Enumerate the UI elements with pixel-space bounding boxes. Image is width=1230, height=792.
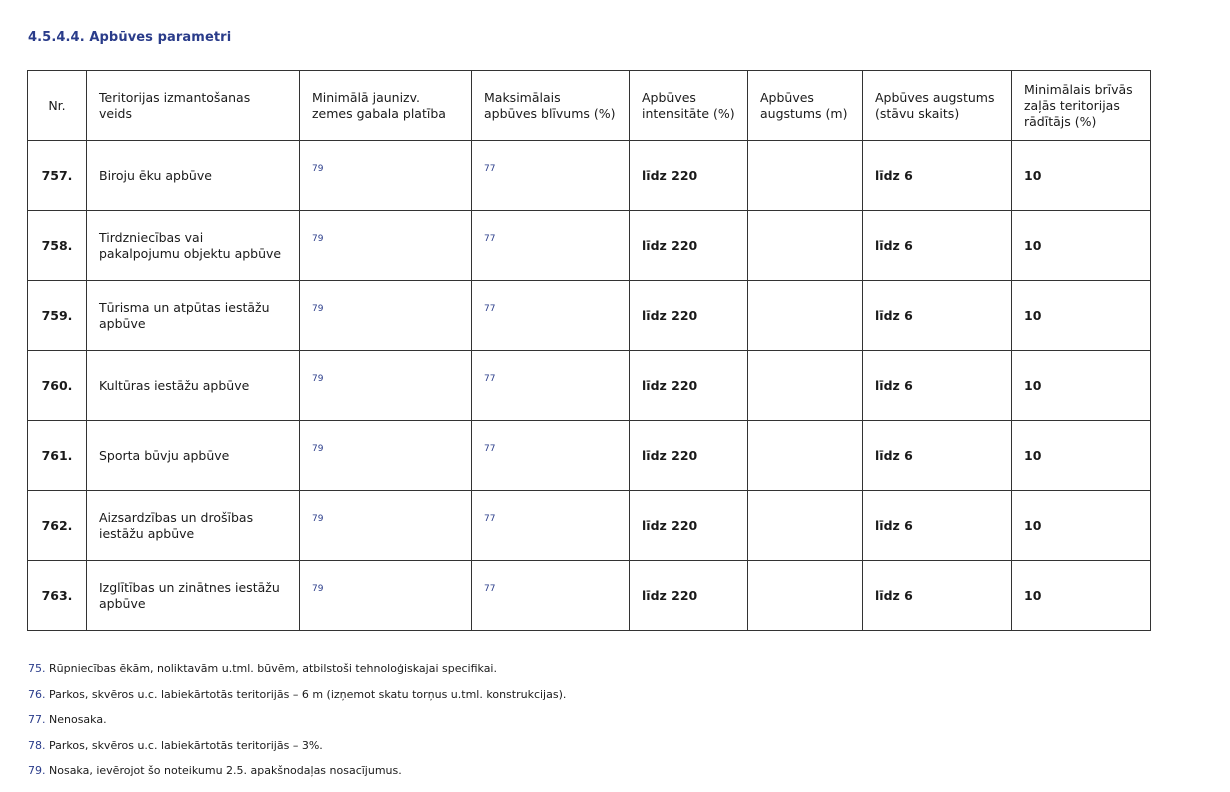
intensity-cell: [630, 561, 748, 631]
territory-use: Tūrisma un atpūtas iestāžu apbūve: [99, 299, 270, 331]
table-row: [28, 281, 1151, 351]
height-m-cell: [748, 141, 863, 211]
row-number: 760.: [41, 377, 73, 393]
row-number: 757.: [41, 167, 73, 183]
territory-use-cell: [87, 351, 300, 421]
footnote-number: 75.: [28, 662, 46, 675]
row-number-cell: [28, 561, 87, 631]
max-density-footnote-ref: 77: [484, 373, 496, 384]
footnotes: [28, 661, 1178, 789]
row-number-cell: [28, 141, 87, 211]
green-area-min-cell: [1012, 141, 1151, 211]
table-row: [28, 561, 1151, 631]
height-m-cell: [748, 491, 863, 561]
min-plot-area-footnote-ref: 79: [312, 583, 324, 594]
footnote-text: Nenosaka.: [49, 713, 107, 726]
height-floors: līdz 6: [875, 377, 913, 393]
row-number-cell: [28, 281, 87, 351]
footnote-number: 77.: [28, 713, 46, 726]
territory-use: Biroju ēku apbūve: [99, 167, 212, 183]
height-floors-cell: [863, 281, 1012, 351]
intensity-cell: [630, 211, 748, 281]
intensity: līdz 220: [642, 167, 698, 183]
height-floors-cell: [863, 351, 1012, 421]
max-density-cell: [472, 561, 630, 631]
green-area-min: 10: [1024, 377, 1042, 393]
height-floors: līdz 6: [875, 307, 913, 323]
min-plot-area-footnote-ref: 79: [312, 373, 324, 384]
footnote-item: [28, 738, 1178, 764]
table-row: [28, 211, 1151, 281]
intensity-cell: [630, 141, 748, 211]
min-plot-area-cell: [300, 281, 472, 351]
max-density-footnote-ref: 77: [484, 163, 496, 174]
intensity: līdz 220: [642, 517, 698, 533]
header-nr: Nr.: [28, 71, 87, 141]
max-density-cell: [472, 351, 630, 421]
header-height-m: Apbūves augstums (m): [748, 71, 863, 141]
territory-use-cell: [87, 421, 300, 491]
intensity: līdz 220: [642, 307, 698, 323]
green-area-min: 10: [1024, 517, 1042, 533]
footnote-item: [28, 763, 1178, 789]
max-density-cell: [472, 141, 630, 211]
max-density-cell: [472, 281, 630, 351]
height-floors: līdz 6: [875, 587, 913, 603]
height-floors: līdz 6: [875, 237, 913, 253]
min-plot-area-footnote-ref: 79: [312, 233, 324, 244]
height-m-cell: [748, 561, 863, 631]
footnote-number: 76.: [28, 687, 46, 701]
header-max-density: Maksimālais apbūves blīvums (%): [472, 71, 630, 141]
footnote-number: 78.: [28, 738, 46, 752]
row-number-cell: [28, 491, 87, 561]
height-floors-cell: [863, 211, 1012, 281]
territory-use: Kultūras iestāžu apbūve: [99, 377, 250, 393]
table-header-row: [28, 71, 1151, 141]
green-area-min: 10: [1024, 167, 1042, 183]
row-number: 763.: [41, 587, 73, 603]
max-density-cell: [472, 421, 630, 491]
territory-use-cell: [87, 211, 300, 281]
section-title: 4.5.4.4. Apbūves parametri: [28, 30, 232, 45]
table-row: [28, 141, 1151, 211]
min-plot-area-cell: [300, 141, 472, 211]
green-area-min-cell: [1012, 351, 1151, 421]
green-area-min-cell: [1012, 421, 1151, 491]
header-territory-use: Teritorijas izmantošanas veids: [87, 71, 300, 141]
footnote-text: Parkos, skvēros u.c. labiekārtotās teritorijās – 3%.: [49, 738, 323, 752]
header-green-area: Minimālais brīvās zaļās teritorijas rādītājs (%): [1012, 71, 1151, 141]
table-row: [28, 421, 1151, 491]
row-number-cell: [28, 211, 87, 281]
min-plot-area-cell: [300, 491, 472, 561]
row-number: 759.: [41, 307, 73, 323]
green-area-min-cell: [1012, 281, 1151, 351]
row-number: 761.: [41, 447, 73, 463]
territory-use-cell: [87, 281, 300, 351]
intensity-cell: [630, 281, 748, 351]
territory-use-cell: [87, 141, 300, 211]
header-min-plot-area: Minimālā jaunizv. zemes gabala platība: [300, 71, 472, 141]
height-floors-cell: [863, 421, 1012, 491]
min-plot-area-cell: [300, 421, 472, 491]
green-area-min: 10: [1024, 237, 1042, 253]
footnote-item: [28, 712, 1178, 738]
territory-use: Izglītības un zinātnes iestāžu apbūve: [99, 579, 280, 611]
green-area-min: 10: [1024, 587, 1042, 603]
max-density-cell: [472, 491, 630, 561]
min-plot-area-footnote-ref: 79: [312, 443, 324, 454]
max-density-footnote-ref: 77: [484, 233, 496, 244]
footnote-text: Nosaka, ievērojot šo noteikumu 2.5. apakšnodaļas nosacījumus.: [49, 764, 402, 777]
row-number: 762.: [41, 517, 73, 533]
min-plot-area-footnote-ref: 79: [312, 163, 324, 174]
territory-use-cell: [87, 561, 300, 631]
min-plot-area-footnote-ref: 79: [312, 303, 324, 314]
intensity-cell: [630, 351, 748, 421]
min-plot-area-cell: [300, 211, 472, 281]
green-area-min: 10: [1024, 307, 1042, 323]
green-area-min: 10: [1024, 447, 1042, 463]
territory-use: Sporta būvju apbūve: [99, 447, 230, 463]
table-body: [28, 141, 1151, 631]
height-floors-cell: [863, 491, 1012, 561]
max-density-footnote-ref: 77: [484, 443, 496, 454]
max-density-footnote-ref: 77: [484, 583, 496, 594]
max-density-footnote-ref: 77: [484, 303, 496, 314]
table-row: [28, 491, 1151, 561]
height-floors: līdz 6: [875, 517, 913, 533]
max-density-cell: [472, 211, 630, 281]
green-area-min-cell: [1012, 491, 1151, 561]
intensity: līdz 220: [642, 237, 698, 253]
table-row: [28, 351, 1151, 421]
height-m-cell: [748, 281, 863, 351]
header-intensity: Apbūves intensitāte (%): [630, 71, 748, 141]
territory-use-cell: [87, 491, 300, 561]
footnote-item: [28, 661, 1178, 687]
header-height-floors: Apbūves augstums (stāvu skaits): [863, 71, 1012, 141]
intensity: līdz 220: [642, 377, 698, 393]
height-m-cell: [748, 351, 863, 421]
height-floors: līdz 6: [875, 447, 913, 463]
footnote-text: Rūpniecības ēkām, noliktavām u.tml. būvēm, atbilstoši tehnoloģiskajai specifikai.: [49, 662, 497, 675]
min-plot-area-footnote-ref: 79: [312, 513, 324, 524]
building-parameters-table: [27, 70, 1151, 631]
intensity-cell: [630, 491, 748, 561]
height-floors-cell: [863, 561, 1012, 631]
row-number: 758.: [41, 237, 73, 253]
min-plot-area-cell: [300, 561, 472, 631]
row-number-cell: [28, 421, 87, 491]
intensity: līdz 220: [642, 587, 698, 603]
min-plot-area-cell: [300, 351, 472, 421]
territory-use: Tirdzniecības vai pakalpojumu objektu apbūve: [99, 229, 282, 261]
intensity: līdz 220: [642, 447, 698, 463]
green-area-min-cell: [1012, 211, 1151, 281]
row-number-cell: [28, 351, 87, 421]
footnote-item: [28, 687, 1178, 713]
territory-use: Aizsardzības un drošības iestāžu apbūve: [99, 509, 254, 541]
height-m-cell: [748, 421, 863, 491]
max-density-footnote-ref: 77: [484, 513, 496, 524]
height-floors-cell: [863, 141, 1012, 211]
height-m-cell: [748, 211, 863, 281]
footnote-number: 79.: [28, 764, 46, 777]
footnote-text: Parkos, skvēros u.c. labiekārtotās teritorijās – 6 m (izņemot skatu torņus u.tml. konstrukcijas).: [49, 687, 567, 701]
height-floors: līdz 6: [875, 167, 913, 183]
intensity-cell: [630, 421, 748, 491]
green-area-min-cell: [1012, 561, 1151, 631]
